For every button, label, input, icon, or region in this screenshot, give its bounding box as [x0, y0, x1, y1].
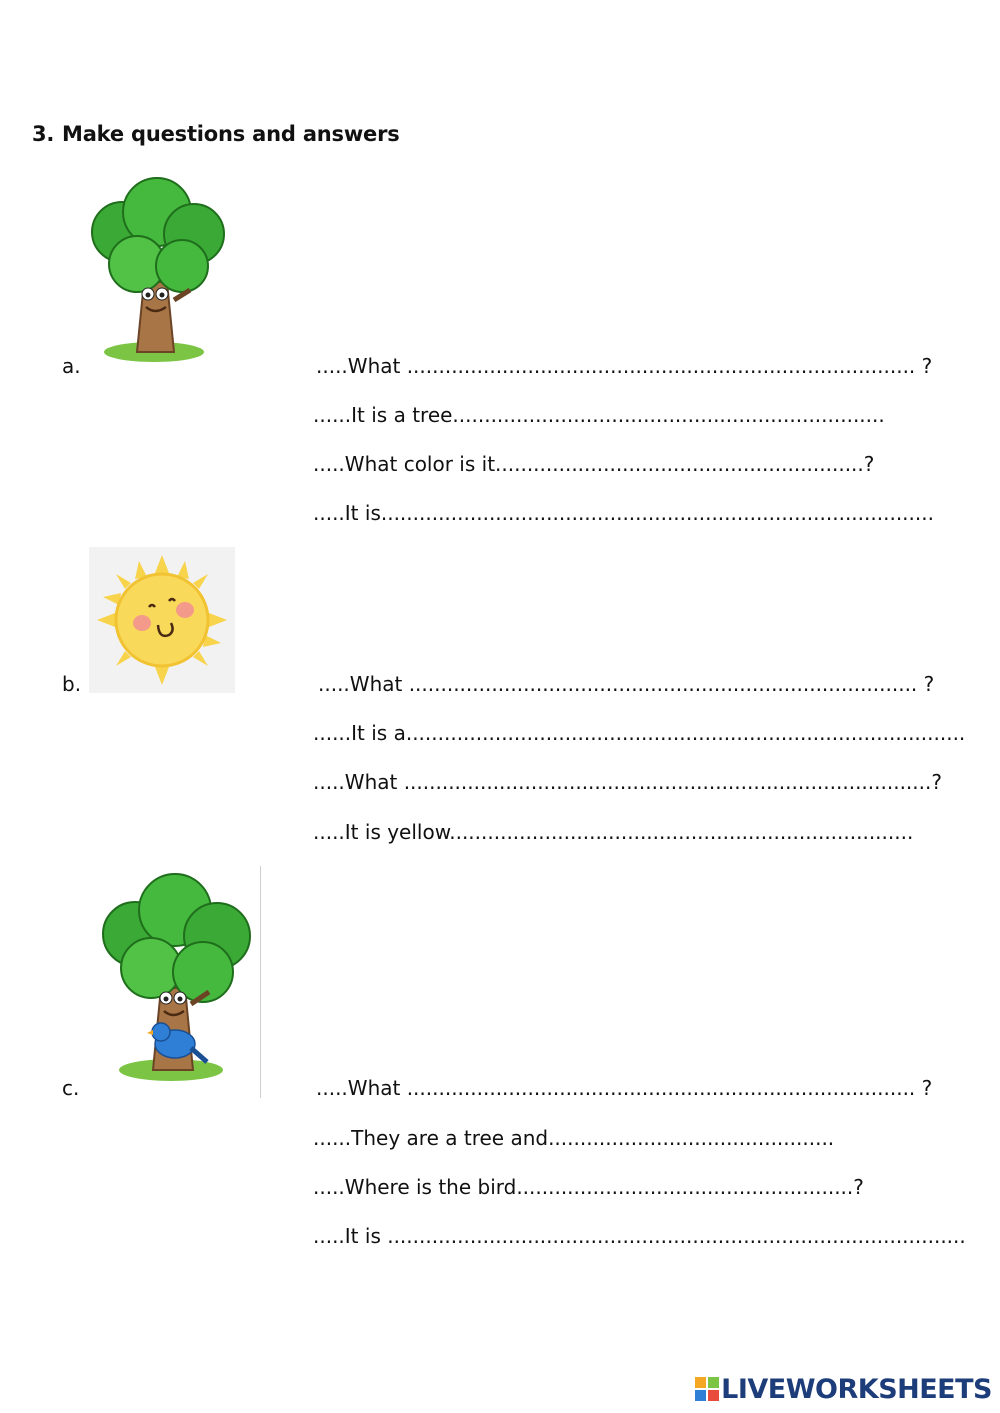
exercise-b-question-2[interactable]: .....What ...................................................................................? — [313, 770, 942, 794]
exercise-b-letter: b. — [62, 672, 82, 696]
smiling-sun-icon — [89, 547, 235, 693]
exercise-b-answer-2[interactable]: .....It is yellow......................................................................... — [313, 820, 914, 844]
exercise-a-answer-2[interactable]: .....It is....................................................................................... — [313, 501, 934, 525]
exercise-a-answer-1[interactable]: ......It is a tree.................................................................... — [313, 403, 885, 427]
exercise-a-question-2[interactable]: .....What color is it..........................................................? — [313, 452, 875, 476]
exercise-a-letter: a. — [62, 354, 81, 378]
exercise-c-answer-2[interactable]: .....It is ........................................................................................... — [313, 1224, 966, 1248]
liveworksheets-logo — [695, 1371, 992, 1407]
exercise-heading — [32, 122, 400, 146]
exercise-c-question-2[interactable]: .....Where is the bird.....................................................? — [313, 1175, 864, 1199]
logo-text: LIVEWORKSHEETS — [721, 1373, 992, 1405]
tree-with-bird-icon — [95, 868, 257, 1090]
image-divider — [260, 866, 261, 1098]
exercise-b-answer-1[interactable]: ......It is a........................................................................................ — [313, 721, 966, 745]
logo-blocks-icon — [695, 1377, 719, 1401]
exercise-number: 3. — [32, 122, 55, 146]
exercise-title: Make questions and answers — [62, 122, 400, 146]
exercise-b-question-1[interactable]: .....What ................................................................................ ? — [318, 672, 935, 696]
exercise-c-question-1[interactable]: .....What ................................................................................ ? — [316, 1076, 933, 1100]
exercise-c-letter: c. — [62, 1076, 80, 1100]
exercise-a-question-1[interactable]: .....What ................................................................................ ? — [316, 354, 933, 378]
exercise-c-answer-1[interactable]: ......They are a tree and............................................. — [313, 1126, 835, 1150]
smiling-tree-icon — [82, 172, 232, 372]
